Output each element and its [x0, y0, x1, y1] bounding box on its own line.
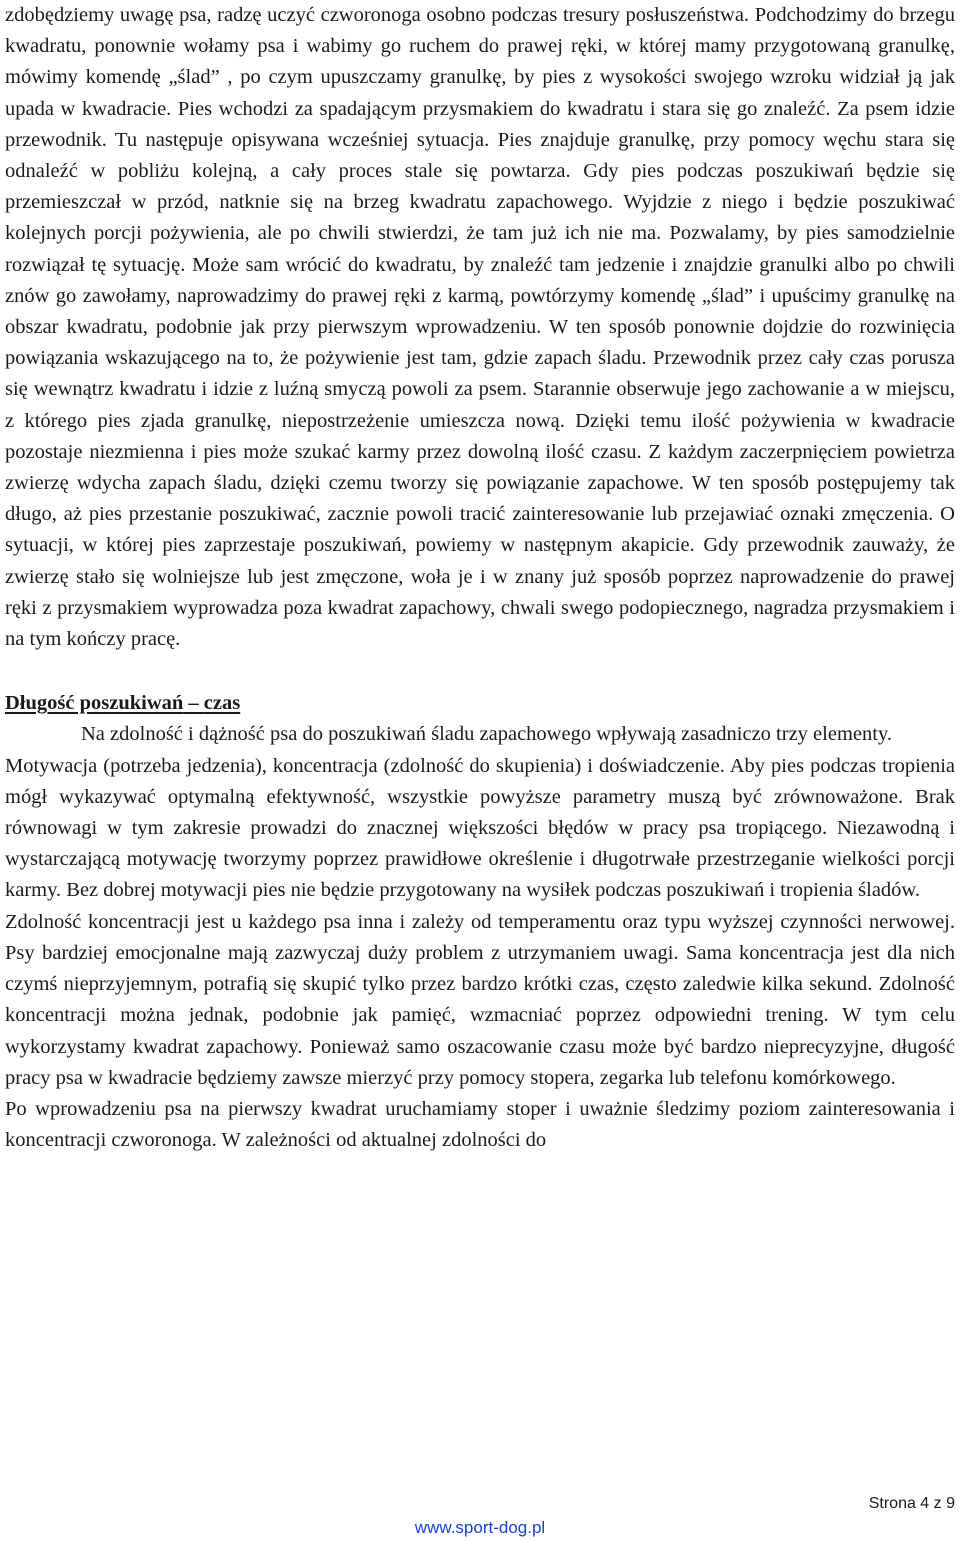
body-paragraph: Zdolność koncentracji jest u każdego psa inna i zależy od temperamentu oraz typu wyższej czynności nerwowej. Psy bardziej emocjonalne mają zazwyczaj duży problem z utrzymaniem uwagi. Sama koncentracja jest dla nich czymś nieprzyjemnym, potrafią się skupić tylko przez bardzo krótki czas, często zaledwie kilka sekund. Zdolność koncentracji można jednak, podobnie jak pamięć, wzmacniać poprzez odpowiedni trening. W tym celu wykorzystamy kwadrat zapachowy. Ponieważ samo oszacowanie czasu może być bardzo nieprecyzyjne, długość pracy psa w kwadracie będziemy zawsze mierzyć przy pomocy stopera, zegarka lub telefonu komórkowego.: [5, 910, 955, 1089]
body-paragraph: Po wprowadzeniu psa na pierwszy kwadrat uruchamiamy stoper i uważnie śledzimy poziom zainteresowania i koncentracji czworonoga. W zależności od aktualnej zdolności do: [5, 1097, 955, 1152]
body-paragraph: zdobędziemy uwagę psa, radzę uczyć czworonoga osobno podczas tresury posłuszeństwa. Podchodzimy do brzegu kwadratu, ponownie wołamy psa i wabimy go ruchem do prawej ręki, w której mamy przygotowaną granulkę, mówimy komendę „ślad” , po czym upuszczamy granulkę, by pies z wysokości swojego wzroku widział ją jak upada w kwadracie. Pies wchodzi za spadającym przysmakiem do kwadratu i stara się go znaleźć. Za psem idzie przewodnik. Tu następuje opisywana wcześniej sytuacja. Pies znajduje granulkę, przy pomocy węchu stara się odnaleźć w pobliżu kolejną, a cały proces stale się powtarza. Gdy pies podczas poszukiwań będzie się przemieszczał w przód, natknie się na brzeg kwadratu zapachowego. Wyjdzie z niego i będzie poszukiwać kolejnych porcji pożywienia, ale po chwili stwierdzi, że tam już ich nie ma. Pozwalamy, by pies samodzielnie rozwiązał tę sytuację. Może sam wrócić do kwadratu, by znaleźć tam jedzenie i znajdzie granulki albo po chwili znów go zawołamy, naprowadzimy do prawej ręki z karmą, powtórzymy komendę „ślad” i upuścimy granulkę na obszar kwadratu, podobnie jak przy pierwszym wprowadzeniu. W ten sposób ponownie dojdzie do rozwinięcia powiązania wskazującego na to, że pożywienie jest tam, gdzie zapach śladu. Przewodnik przez cały czas porusza się wewnątrz kwadratu i idzie z luźną smyczą powoli za psem. Starannie obserwuje jego zachowanie a w miejscu, z którego pies zjada granulkę, niepostrzeżenie umieszcza nową. Dzięki temu ilość pożywienia w kwadracie pozostaje niezmienna i pies może szukać karmy przez dowolną ilość czasu. Z każdym zaczerpnięciem powietrza zwierzę wdycha zapach śladu, dzięki czemu tworzy się powiązanie zapachowe. W ten sposób postępujemy tak długo, aż pies przestanie poszukiwać, zacznie powoli tracić zainteresowanie lub przejawiać oznaki zmęczenia. O sytuacji, w której pies zaprzestaje poszukiwań, powiemy w następnym akapicie. Gdy przewodnik zauważy, że zwierzę stało się wolniejsze lub jest zmęczone, woła je i w znany już sposób poprzez naprowadzenie do prawej ręki z przysmakiem wyprowadza poza kwadrat zapachowy, chwali swego podopiecznego, nagradza przysmakiem i na tym kończy pracę.: [5, 4, 955, 651]
website-link[interactable]: www.sport-dog.pl: [414, 1518, 546, 1537]
document-page: [5, 0, 955, 1156]
section-heading-subject: czas: [203, 692, 241, 715]
section-heading-dash: –: [183, 692, 204, 715]
body-paragraph: Motywacja (potrzeba jedzenia), koncentracja (zdolność do skupienia) i doświadczenie. Aby pies podczas tropienia mógł wykazywać optymalną efektywność, wszystkie powyższe parametry muszą być zrównoważone. Brak równowagi w tym zakresie prowadzi do znacznej większości błędów w pracy psa tropiącego. Niezawodną i wystarczającą motywację tworzymy poprzez prawidłowe określenie i długotrwałe przestrzeganie wielkości porcji karmy. Bez dobrej motywacji pies nie będzie przygotowany na wysiłek podczas poszukiwań i tropienia śladów.: [5, 754, 955, 902]
section-heading: [5, 688, 955, 719]
page-number: Strona 4 z 9: [868, 1495, 955, 1512]
section-intro-paragraph: Na zdolność i dążność psa do poszukiwań śladu zapachowego wpływają zasadniczo trzy elementy.: [81, 723, 892, 746]
section-heading-text: Długość poszukiwań: [5, 692, 184, 715]
